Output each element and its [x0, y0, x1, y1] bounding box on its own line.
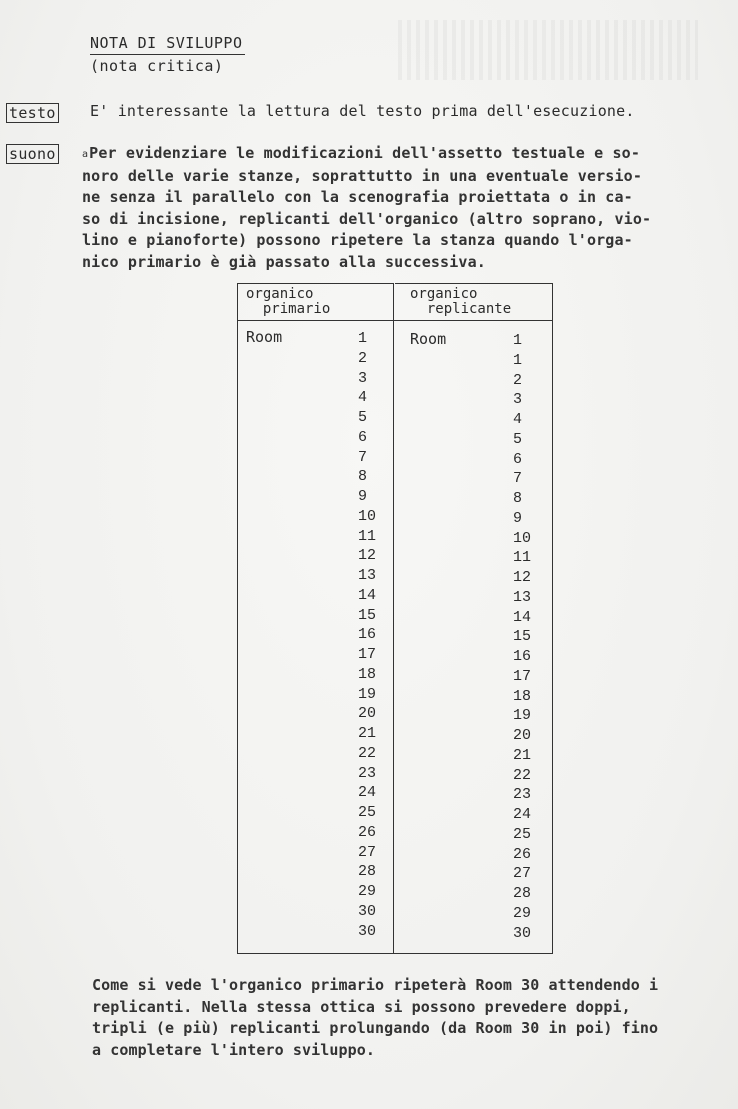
- replicante-room-number: 7: [513, 470, 523, 488]
- primario-room-number: 30: [358, 922, 377, 940]
- replicante-room-number: 29: [513, 904, 532, 922]
- suono-paragraph: [82, 143, 651, 273]
- primario-room-numbers: [358, 329, 398, 941]
- replicante-room-number: 9: [513, 509, 523, 527]
- suono-line: noro delle varie stanze, soprattutto in una eventuale versio-: [82, 166, 643, 185]
- primario-room-number: 11: [358, 527, 377, 545]
- primario-room-number: 18: [358, 665, 377, 683]
- replicante-room-number: 18: [513, 687, 532, 705]
- table-header-rule: [238, 320, 552, 321]
- primario-room-number: 9: [358, 488, 368, 505]
- primario-room-number: 5: [358, 409, 368, 426]
- replicante-room-number: 10: [513, 529, 532, 547]
- replicante-room-number: 5: [513, 430, 523, 448]
- replicante-room-number: 21: [513, 746, 532, 764]
- primario-room-number: 8: [358, 468, 368, 486]
- replicante-room-number: 14: [513, 608, 532, 626]
- primario-room-number: 24: [358, 784, 377, 802]
- replicante-room-number: 19: [513, 707, 532, 725]
- page-title: NOTA DI SVILUPPO: [90, 34, 243, 52]
- replicante-room-number: 28: [513, 885, 532, 902]
- replicante-room-number: 13: [513, 588, 532, 606]
- primario-room-number: 3: [358, 369, 368, 387]
- primario-room-number: 12: [358, 547, 377, 565]
- replicante-room-numbers: [513, 331, 553, 943]
- primario-room-number: 27: [358, 843, 377, 861]
- primario-room-number: 4: [358, 389, 368, 407]
- replicante-room-number: 16: [513, 648, 532, 665]
- primario-room-number: 2: [358, 349, 368, 367]
- primario-room-number: 6: [358, 428, 368, 446]
- primario-room-number: 26: [358, 823, 377, 841]
- primario-room-number: 1: [358, 330, 368, 347]
- conclusion-line: a completare l'intero sviluppo.: [92, 1040, 376, 1059]
- primario-room-number: 10: [358, 507, 377, 525]
- tag-suono: suono: [6, 144, 59, 164]
- primario-room-number: 29: [358, 883, 377, 900]
- primario-room-number: 28: [358, 863, 377, 881]
- room-label-replicante: Room: [410, 330, 447, 348]
- replicante-room-number: 4: [513, 411, 523, 428]
- replicante-room-number: 25: [513, 825, 532, 843]
- conclusion-line: Come si vede l'organico primario ripeterà Room 30 attendendo i: [92, 976, 659, 994]
- suono-line: nico primario è già passato alla successiva.: [82, 252, 486, 271]
- table-top-rule-left: [237, 283, 394, 284]
- replicante-room-number: 3: [513, 391, 523, 409]
- replicante-room-number: 23: [513, 786, 532, 804]
- replicante-room-number: 1: [513, 351, 523, 369]
- suono-line: ne senza il parallelo con la scenografia proiettata o in ca-: [82, 188, 633, 206]
- replicante-room-number: 22: [513, 766, 532, 784]
- suono-line: lino e pianoforte) possono ripetere la stanza quando l'orga-: [82, 231, 633, 249]
- primario-room-number: 15: [358, 606, 377, 624]
- primario-room-number: 25: [358, 804, 377, 821]
- primario-room-number: 13: [358, 567, 377, 584]
- replicante-room-number: 24: [513, 806, 532, 823]
- rooms-table: [237, 283, 553, 954]
- primario-room-number: 7: [358, 448, 368, 466]
- replicante-room-number: 27: [513, 865, 532, 883]
- conclusion-line: replicanti. Nella stessa ottica si possono prevedere doppi,: [92, 997, 631, 1016]
- suono-line: aPer evidenziare le modificazioni dell'assetto testuale e so-: [82, 144, 641, 162]
- replicante-room-number: 11: [513, 549, 532, 567]
- replicante-room-number: 20: [513, 727, 532, 744]
- primario-room-number: 20: [358, 705, 377, 723]
- room-label-primario: Room: [246, 328, 283, 346]
- primario-room-number: 22: [358, 744, 377, 762]
- replicante-room-number: 2: [513, 371, 523, 389]
- primario-room-number: 30: [358, 902, 377, 920]
- primario-room-number: 14: [358, 586, 377, 604]
- bleed-through-texture: [398, 20, 698, 80]
- replicante-room-number: 8: [513, 490, 523, 507]
- replicante-room-number: 17: [513, 667, 532, 685]
- title-block: [90, 32, 245, 77]
- table-top-rule-right: [395, 283, 553, 284]
- primario-room-number: 21: [358, 725, 377, 742]
- header-organico-replicante: organico replicante: [410, 286, 512, 317]
- replicante-room-number: 12: [513, 569, 532, 586]
- testo-paragraph: E' interessante la lettura del testo prima dell'esecuzione.: [90, 102, 635, 120]
- conclusion-line: tripli (e più) replicanti prolungando (da Room 30 in poi) fino: [92, 1019, 659, 1037]
- suono-bullet: a: [82, 149, 89, 160]
- page-subtitle: (nota critica): [90, 54, 245, 77]
- primario-room-number: 17: [358, 646, 377, 663]
- primario-room-number: 23: [358, 764, 377, 782]
- replicante-room-number: 1: [513, 332, 523, 349]
- replicante-room-number: 26: [513, 845, 532, 863]
- replicante-room-number: 15: [513, 628, 532, 646]
- conclusion-paragraph: [92, 975, 658, 1061]
- suono-line: so di incisione, replicanti dell'organico (altro soprano, vio-: [82, 209, 652, 228]
- replicante-room-number: 6: [513, 450, 523, 468]
- replicante-room-number: 30: [513, 924, 532, 942]
- primario-room-number: 16: [358, 626, 377, 644]
- primario-room-number: 19: [358, 685, 377, 703]
- header-organico-primario: organico primario: [246, 286, 331, 317]
- tag-testo: testo: [6, 103, 59, 123]
